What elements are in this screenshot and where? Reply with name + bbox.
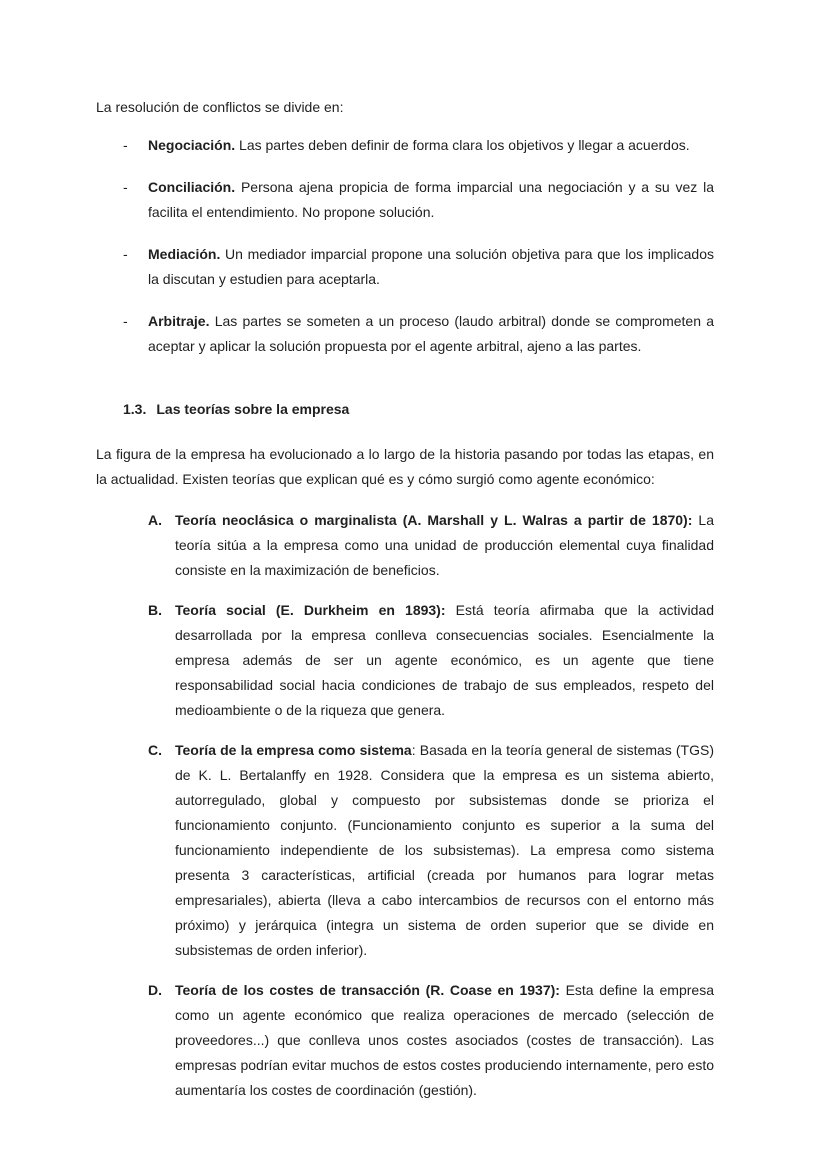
list-item-text <box>148 309 714 359</box>
dash-bullet: - <box>123 179 128 195</box>
list-item-lead: Mediación. <box>148 246 221 262</box>
section-intro-paragraph: La figura de la empresa ha evolucionado a lo largo de la historia pasando por todas las etapas, en la actualidad. Existen teorías que explican qué es y cómo surgió como agente económico: <box>96 446 714 487</box>
section-heading-number: 1.3. <box>123 401 147 417</box>
letter-marker: A. <box>148 512 162 528</box>
list-item-rest: Un mediador imparcial propone una solución objetiva para que los implicados la discutan y estudien para aceptarla. <box>148 246 714 287</box>
letter-marker: C. <box>148 742 162 758</box>
theory-item-c <box>96 738 714 963</box>
theory-item-text <box>175 598 714 723</box>
conflict-resolution-list <box>96 133 714 359</box>
list-item-conciliacion <box>96 175 714 225</box>
list-item-text <box>148 133 714 158</box>
list-item-arbitraje <box>96 309 714 359</box>
list-item-rest: Las partes se someten a un proceso (laudo arbitral) donde se comprometen a aceptar y aplicar la solución propuesta por el agente arbitral, ajeno a las partes. <box>148 313 714 354</box>
letter-marker: D. <box>148 982 162 998</box>
list-item-rest: Persona ajena propicia de forma imparcial una negociación y a su vez la facilita el entendimiento. No propone solución. <box>148 179 714 220</box>
theory-item-lead: Teoría social (E. Durkheim en 1893): <box>175 602 446 618</box>
list-item-text <box>148 242 714 292</box>
list-item-lead: Arbitraje. <box>148 313 210 329</box>
list-item-negociacion <box>96 133 714 158</box>
theory-item-d <box>96 978 714 1103</box>
section-heading-title: Las teorías sobre la empresa <box>156 401 350 417</box>
dash-bullet: - <box>123 246 128 262</box>
theory-item-rest: La teoría sitúa a la empresa como una unidad de producción elemental cuya finalidad consiste en la maximización de beneficios. <box>175 512 714 578</box>
list-item-text <box>148 175 714 225</box>
theory-item-rest: Esta define la empresa como un agente económico que realiza operaciones de mercado (selección de proveedores...) que conlleva unos costes asociados (costes de transacción). Las empresas podrían evitar muchos de estos costes produciendo internamente, pero esto aumentaría los costes de coordinación (gestión). <box>175 982 714 1098</box>
theory-item-lead: Teoría de los costes de transacción (R. Coase en 1937): <box>175 982 560 998</box>
list-item-rest: Las partes deben definir de forma clara los objetivos y llegar a acuerdos. <box>235 137 690 153</box>
theories-list <box>96 508 714 1103</box>
letter-marker: B. <box>148 602 162 618</box>
theory-item-text <box>175 738 714 963</box>
dash-bullet: - <box>123 137 128 153</box>
theory-item-b <box>96 598 714 723</box>
theory-item-text <box>175 978 714 1103</box>
intro-paragraph: La resolución de conflictos se divide en: <box>96 99 344 115</box>
theory-item-lead: Teoría de la empresa como sistema <box>175 742 412 758</box>
section-heading <box>123 397 714 422</box>
theory-item-lead: Teoría neoclásica o marginalista (A. Marshall y L. Walras a partir de 1870): <box>175 512 693 528</box>
theory-item-text <box>175 508 714 583</box>
list-item-mediacion <box>96 242 714 292</box>
dash-bullet: - <box>123 313 128 329</box>
theory-item-rest: : Basada en la teoría general de sistemas (TGS) de K. L. Bertalanffy en 1928. Considera que la empresa es un sistema abierto, autorregulado, global y compuesto por subsistemas donde se prioriza el funcionamiento conjunto. (Funcionamiento conjunto es superior a la suma del funcionamiento independiente de los subsistemas). La empresa como sistema presenta 3 características, artificial (creada por humanos para lograr metas empresariales), abierta (lleva a cabo intercambios de recursos con el entorno más próximo) y jerárquica (integra un sistema de orden superior que se divide en subsistemas de orden inferior). <box>175 742 715 958</box>
list-item-lead: Negociación. <box>148 137 236 153</box>
theory-item-rest: Está teoría afirmaba que la actividad desarrollada por la empresa conlleva consecuencias sociales. Esencialmente la empresa además de ser un agente económico, es un agente que tiene responsabilidad social hacia condiciones de trabajo de sus empleados, respeto del medioambiente o de la riqueza que genera. <box>175 602 714 718</box>
list-item-lead: Conciliación. <box>148 179 236 195</box>
theory-item-a <box>96 508 714 583</box>
